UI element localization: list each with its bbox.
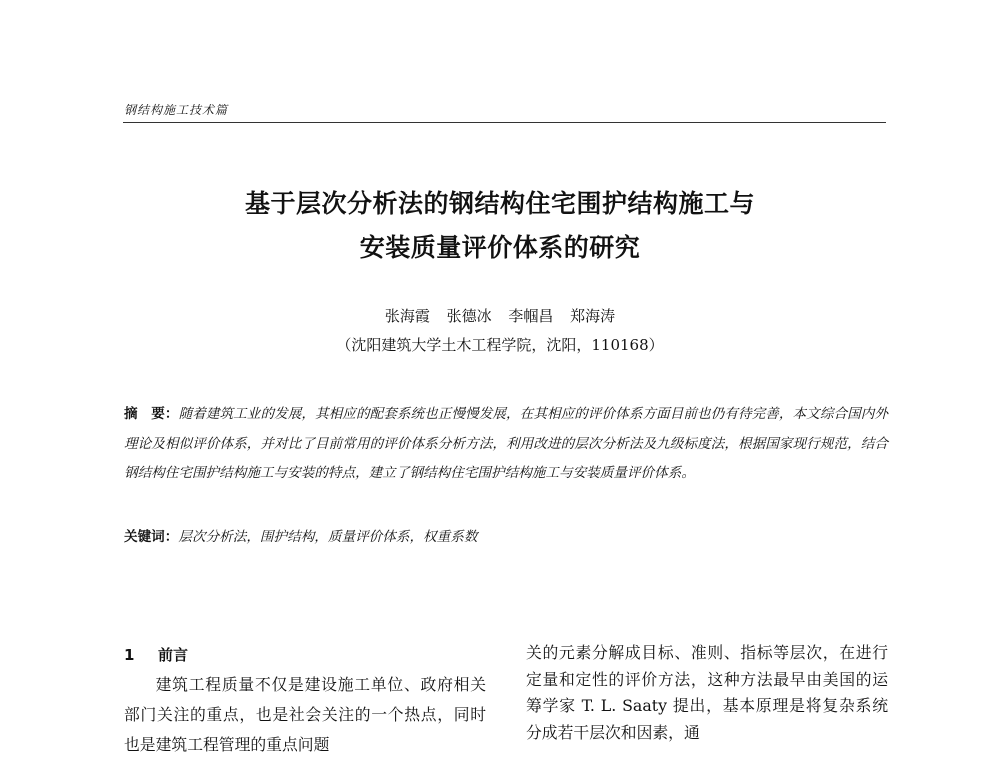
header-rule bbox=[123, 122, 886, 123]
section-title: 前言 bbox=[158, 646, 189, 664]
author-list: 张海霞 张德冰 李帼昌 郑海涛 bbox=[384, 307, 616, 325]
running-head: 钢结构施工技术篇 bbox=[124, 103, 229, 117]
section-heading bbox=[124, 640, 486, 670]
abstract-text: 随着建筑工业的发展，其相应的配套系统也正慢慢发展，在其相应的评价体系方面目前也仍有待完善，本文综合国内外理论及相似评价体系，并对比了目前常用的评价体系分析方法，利用改进的层次分析法及九级标度法，根据国家现行规范，结合钢结构住宅围护结构施工与安装的特点，建立了钢结构住宅围护结构施工与安装质量评价体系。 bbox=[124, 406, 888, 481]
abstract bbox=[124, 400, 888, 489]
section-number: 1 bbox=[124, 646, 135, 664]
keywords bbox=[124, 525, 888, 545]
abstract-label: 摘 要： bbox=[124, 406, 179, 422]
section-body-text: 建筑工程质量不仅是建设施工单位、政府相关部门关注的重点，也是社会关注的一个热点，同时也是建筑工程管理的重点问题 bbox=[124, 675, 486, 754]
affiliation: （沈阳建筑大学土木工程学院，沈阳，110168） bbox=[336, 336, 664, 354]
left-column bbox=[124, 640, 486, 760]
right-column-text: 关的元素分解成目标、准则、指标等层次，在进行定量和定性的评价方法，这种方法最早由美国的运筹学家 T. L. Saaty 提出，基本原理是将复杂系统分成若干层次和因素，通 bbox=[526, 643, 888, 742]
right-column bbox=[526, 640, 888, 746]
keywords-text: 层次分析法，围护结构，质量评价体系，权重系数 bbox=[178, 529, 478, 545]
paper-title-line-2: 安装质量评价体系的研究 bbox=[359, 233, 641, 262]
paper-title-line-1: 基于层次分析法的钢结构住宅围护结构施工与 bbox=[244, 189, 755, 218]
keywords-label: 关键词： bbox=[124, 529, 179, 545]
